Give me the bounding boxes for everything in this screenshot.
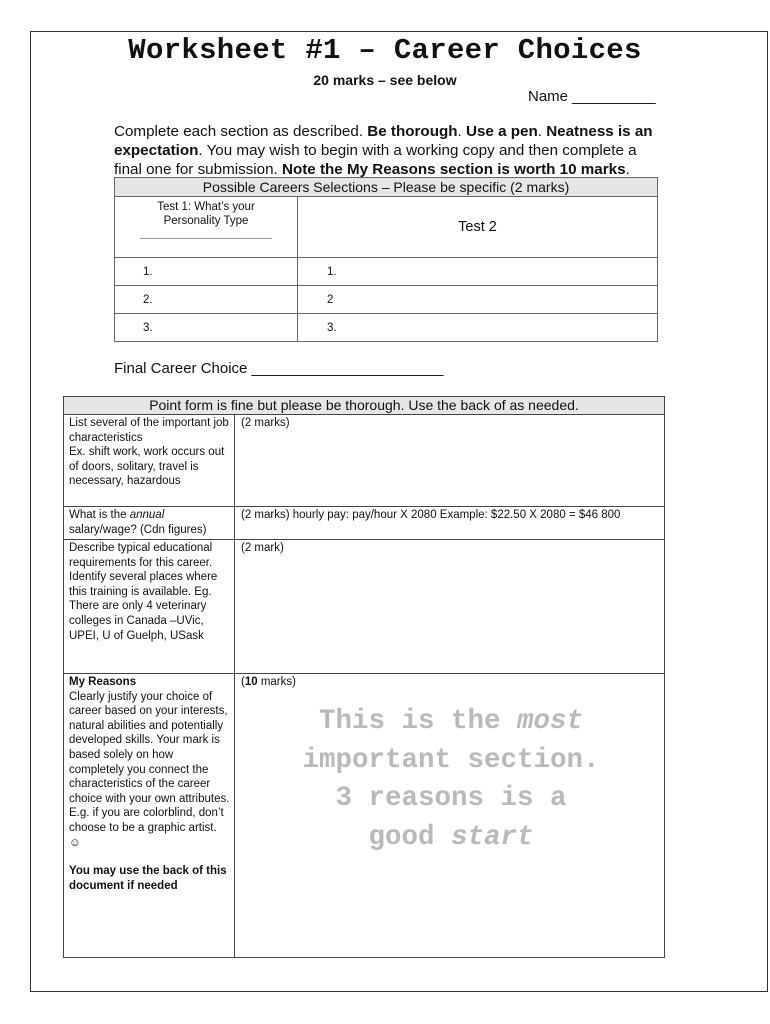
marks-subtitle: 20 marks – see below xyxy=(313,72,457,88)
emphasis-text: 3 reasons is a xyxy=(335,783,567,814)
my-reasons-title: My Reasons xyxy=(69,676,137,688)
job-characteristics-answer[interactable] xyxy=(235,415,665,507)
prompt-text: List several of the important job characteristics Ex. shift work, work occurs out of doors, solitary, travel is necessary, hazardous xyxy=(69,417,229,488)
test2-entry[interactable]: 2 xyxy=(298,286,658,314)
test2-header: Test 2 xyxy=(298,197,658,258)
instructions-text: . xyxy=(625,161,630,178)
instructions-text: Complete each section as described. xyxy=(114,123,368,140)
details-table-header: Point form is fine but please be thorough. Use the back of as needed. xyxy=(64,397,665,415)
details-table xyxy=(63,396,665,958)
instructions-text: . xyxy=(537,123,547,140)
education-answer[interactable] xyxy=(235,540,665,674)
marks-label: (2 marks) hourly pay: pay/hour X 2080 Example: $22.50 X 2080 = $46 800 xyxy=(241,509,621,521)
emphasis-italic: start xyxy=(451,821,534,853)
personality-type-blank[interactable] xyxy=(140,238,272,239)
instructions-text: . xyxy=(457,123,466,140)
careers-table xyxy=(114,177,658,342)
table-row xyxy=(115,314,658,342)
table-row xyxy=(115,258,658,286)
my-reasons-prompt xyxy=(64,674,235,958)
test1-header xyxy=(115,197,298,258)
instructions xyxy=(114,122,662,179)
job-characteristics-prompt xyxy=(64,415,235,507)
page-title: Worksheet #1 – Career Choices xyxy=(128,34,642,67)
table-row xyxy=(64,507,665,540)
prompt-italic: annual xyxy=(129,509,165,521)
instructions-bold: Note the My Reasons section is worth 10 marks xyxy=(282,161,626,178)
test1-label: Personality Type xyxy=(163,215,249,227)
test1-entry[interactable]: 2. xyxy=(115,286,298,314)
test2-entry[interactable]: 3. xyxy=(298,314,658,342)
back-of-page-note: You may use the back of this document if needed xyxy=(69,865,227,892)
emphasis-text: good xyxy=(368,821,451,853)
education-prompt: Describe typical educational requirements for this career. Identify several places where this training is available. Eg. There are only 4 veterinary colleges in Canada –UVic, UPEI, U of Guelph, USask xyxy=(64,540,235,674)
careers-table-header: Possible Careers Selections – Please be specific (2 marks) xyxy=(115,178,658,197)
test1-entry[interactable]: 1. xyxy=(115,258,298,286)
marks-label: (10 marks) xyxy=(241,676,296,688)
prompt-text: What is the xyxy=(69,509,130,521)
prompt-text: Clearly justify your choice of career based on your interests, natural abilities and potentially developed skills. Your mark is based solely on how completely you connect the characteristics of the career choice with your own attributes. E.g. if you are colorblind, don’t choose to be a graphic artist. ☺ xyxy=(69,690,230,849)
salary-answer[interactable] xyxy=(235,507,665,540)
final-career-choice[interactable]: Final Career Choice _______________________ xyxy=(114,360,444,377)
name-field[interactable]: Name __________ xyxy=(528,88,656,105)
table-row xyxy=(64,415,665,507)
instructions-bold: Use a pen xyxy=(465,123,538,140)
prompt-text: salary/wage? (Cdn figures) xyxy=(69,523,207,536)
test1-label: Test 1: What’s your xyxy=(157,201,255,213)
instructions-text: . You may wish to begin with a working copy and then complete a final one for submission. xyxy=(114,142,637,178)
marks-label: (2 mark) xyxy=(241,542,284,554)
emphasis-text: This is the xyxy=(318,706,518,737)
table-row xyxy=(64,540,665,674)
test1-entry[interactable]: 3. xyxy=(115,314,298,342)
salary-prompt xyxy=(64,507,235,540)
instructions-bold: Neatness is an expectation xyxy=(114,123,653,159)
table-row xyxy=(115,286,658,314)
emphasis-italic: most xyxy=(517,706,584,737)
instructions-bold: Be thorough xyxy=(367,123,458,140)
test2-entry[interactable]: 1. xyxy=(298,258,658,286)
emphasis-text: important section. xyxy=(302,744,600,776)
marks-label: (2 marks) xyxy=(241,417,290,429)
emphasis-watermark xyxy=(236,703,666,857)
